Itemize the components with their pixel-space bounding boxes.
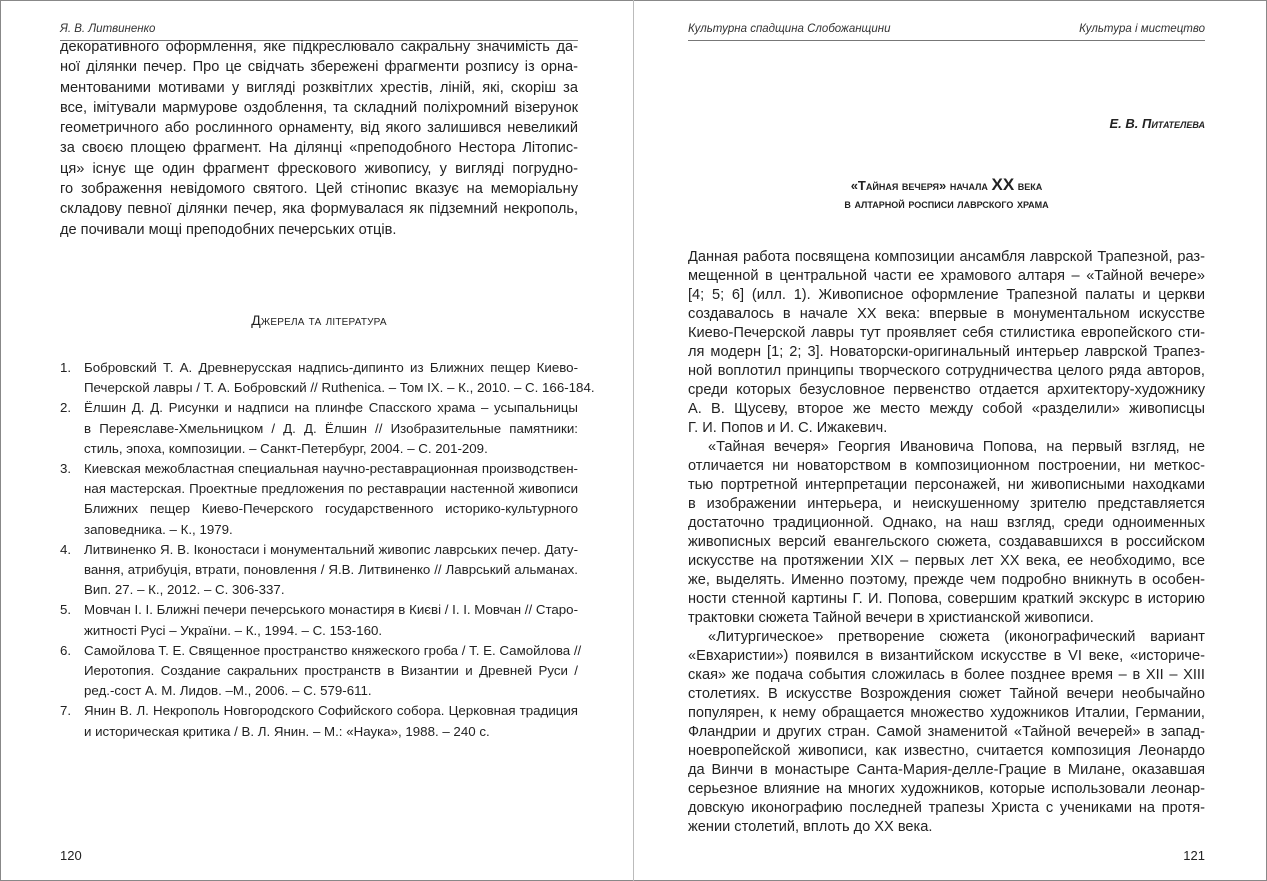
title-part: «Тайная вечеря» начала — [850, 178, 992, 193]
text-line: де почивали мощі преподобних печерських отців. — [60, 221, 397, 238]
reference-line: Вип. 27. – К., 2012. – С. 306-337. — [84, 582, 285, 598]
title-part: XX — [991, 175, 1015, 194]
reference-line: стиль, эпоха, композиции. – Санкт-Петербург, 2004. – С. 201-209. — [84, 440, 488, 456]
reference-line: Киевская межобластная специальная научно-реставрационная производствен- — [84, 461, 578, 477]
text-line: искусстве на протяжении XIX – первых лет XX века, ее необходимо, все — [688, 553, 1205, 569]
paragraph — [688, 248, 1205, 438]
text-line: «Евхаристии») появился в византийском искусстве в VI веке, «историче- — [688, 648, 1205, 664]
reference-number: 2. — [60, 400, 72, 416]
spine-divider — [633, 0, 634, 881]
reference-line: ная мастерская. Проектные предложения по реставрации настенной живописи — [84, 481, 578, 497]
reference-line: заповедника. – К., 1979. — [84, 521, 233, 537]
reference-item — [60, 398, 578, 459]
running-head-journal: Культурна спадщина Слобожанщини — [688, 23, 891, 35]
left-page — [60, 0, 595, 881]
text-line: А. В. Щусеву, второе же место между собой «разделили» живописцы — [688, 401, 1205, 417]
text-line: складову певної ділянки печер, яка формувалася як підземний некрополь, — [60, 201, 578, 218]
running-head-section: Культура і мистецтво — [1079, 23, 1205, 35]
text-line: ская» же подача события сложилась в более позднее время – в XII – XIII — [688, 667, 1205, 683]
text-line: ментованими мотивами у вигляді розквітлих хрестів, ліній, які, скоріш за — [60, 79, 578, 96]
reference-number: 6. — [60, 642, 72, 658]
right-page — [688, 0, 1205, 881]
reference-line: Литвиненко Я. В. Іконостаси і монументальний живопис лаврських печер. Дату- — [84, 541, 578, 557]
text-line: Г. И. Попов и И. С. Ижакевич. — [688, 420, 888, 436]
page-number: 121 — [1183, 848, 1205, 863]
text-line: ля модерн [1; 2; 3]. Новаторски-оригинальный интерьер лаврской Трапез- — [688, 344, 1205, 360]
text-line: Данная работа посвящена композиции ансамбля лаврской Трапезной, раз- — [688, 249, 1205, 265]
reference-line: Печерской лавры / Т. А. Бобровский // Ruthenica. – Том IX. – К., 2010. – С. 166-184. — [84, 380, 595, 396]
text-line: ної ділянки печер. Про це свідчать збережені фрагменти розпису із орна- — [60, 59, 578, 76]
paragraph — [688, 438, 1205, 628]
reference-number: 3. — [60, 461, 72, 477]
reference-line: Иеротопия. Создание сакральних пространств в Византии и Древней Руси / — [84, 663, 578, 679]
text-line: серьезное влияние на многих художников, которые использовали леонар- — [688, 781, 1205, 797]
text-line: геометричного або рослинного орнаменту, від якого залишився невеликий — [60, 120, 578, 137]
reference-line: Мовчан І. І. Ближні печери печерського монастиря в Києві / І. І. Мовчан // Старо- — [84, 602, 578, 618]
text-line: создавалось в начале XX века: впервые в монументальном искусстве — [688, 306, 1205, 322]
text-line: Фландрии и других стран. Самой знаменитой «Тайной вечерей» в запад- — [688, 724, 1205, 740]
text-line: среди которых безусловное первенство отдается архитектору-художнику — [688, 382, 1205, 398]
running-head-author: Я. В. Литвиненко — [60, 23, 156, 35]
reference-item — [60, 358, 595, 398]
text-line: отличается ни новаторством в композиционном построении, ни меткос- — [688, 458, 1205, 474]
reference-line: и историческая критика / В. Л. Янин. – М.: «Наука», 1988. – 240 с. — [84, 723, 490, 739]
reference-line: вання, атрибуція, втрати, поновлення / Я.В. Литвиненко // Лаврський альманах. — [84, 562, 578, 578]
text-line: в изображении интерьера, и неискушенному зрителю представляется — [688, 496, 1205, 512]
text-line: ной воплотил принципы творческого сотрудничества целого ряда авторов, — [688, 363, 1205, 379]
reference-number: 5. — [60, 602, 72, 618]
text-line: мещенной в центральной части ее храмового алтаря – «Тайной вечере» — [688, 268, 1205, 284]
reference-line: Бобровский Т. А. Древнерусская надпись-дипинто из Ближних пещер Киево- — [84, 360, 578, 375]
text-line: тью портретной интерпретации персонажей, ни живописными находками — [688, 477, 1205, 493]
reference-item — [60, 701, 578, 741]
reference-line: ред.-сост А. М. Лидов. –М., 2006. – С. 579-611. — [84, 683, 372, 699]
text-line: ця» існує ще один фрагмент фрескового живопису, у вигляді погрудно- — [60, 160, 578, 177]
text-line: все, імітували мармурове оздоблення, та складний поліхромний візерунок — [60, 99, 578, 116]
references-list — [60, 358, 595, 742]
reference-line: Ёлшин Д. Д. Рисунки и надписи на плинфе Спасского храма – усыпальницы — [84, 400, 578, 416]
references-heading: Джерела та література — [251, 312, 387, 328]
text-line: «Тайная вечеря» Георгия Ивановича Попова, на первый взгляд, не — [708, 439, 1205, 455]
reference-item — [60, 600, 578, 640]
article-author: Е. В. Питателева — [1109, 116, 1205, 131]
text-line: да Винчи в монастыре Санта-Мария-делле-Грацие в Милане, оказавшая — [688, 762, 1205, 778]
reference-line: Самойлова Т. Е. Священное пространство княжеского гроба / Т. Е. Самойлова // — [84, 642, 582, 658]
title-part: века — [1014, 178, 1043, 193]
text-line: ноевропейской живописи, как известно, считается композиция Леонардо — [688, 743, 1205, 759]
title-line-2: в алтарной росписи лаврского храма — [844, 196, 1049, 211]
paragraph — [688, 628, 1205, 837]
reference-line: Ближних пещер Киево-Печерского государственного историко-культурного — [84, 501, 578, 517]
reference-line: в Переяславе-Хмельницком / Д. Д. Ёлшин // Изобразительные памятники: — [84, 420, 578, 436]
text-line: живописных версий евангельского сюжета, создававшихся в российском — [688, 534, 1205, 550]
reference-line: житності Русі – України. – К., 1994. – С. 153-160. — [84, 622, 383, 638]
article-title — [688, 176, 1205, 213]
text-line: популярен, к нему обращается множество художников Италии, Германии, — [688, 705, 1205, 721]
text-line: довскую иконографию последней трапезы Христа с учениками на протя- — [688, 800, 1205, 816]
reference-line: Янин В. Л. Некрополь Новгородского Софийского собора. Церковная традиция — [84, 703, 578, 719]
reference-item — [60, 459, 578, 540]
reference-item — [60, 641, 582, 702]
text-line: декоративного оформлення, яке підкреслювало сакральну значимість да- — [60, 39, 578, 55]
text-line: трактовки сюжета Тайной вечери в христианской живописи. — [688, 610, 1094, 626]
text-line: «Литургическое» претворение сюжета (иконографический вариант — [708, 629, 1205, 645]
running-head — [688, 23, 1205, 41]
reference-number: 1. — [60, 360, 72, 375]
body-text — [60, 37, 578, 240]
text-line: го зображення невідомого святого. Цей стінопис вказує на меморіальну — [60, 181, 578, 198]
text-line: жении столетий, вплоть до XX века. — [688, 819, 933, 835]
text-line: [4; 5; 6] (илл. 1). Живописное оформление Трапезной палаты и церкви — [688, 287, 1205, 303]
text-line: Киево-Печерской лавры тут проявляет себя стилистика европейского сти- — [688, 325, 1205, 341]
reference-item — [60, 540, 578, 601]
text-line: за своєю площею фрагмент. На ділянці «преподобного Нестора Літопис- — [60, 140, 578, 157]
text-line: ности стенной картины Г. И. Попова, совершим краткий экскурс в историю — [688, 591, 1205, 607]
text-line: же, выделять. Именно поэтому, прежде чем подробно вникнуть в особен- — [688, 572, 1205, 588]
article-body — [688, 248, 1205, 837]
page-number: 120 — [60, 848, 82, 863]
reference-number: 7. — [60, 703, 72, 719]
text-line: столетиях. В искусстве Возрождения сюжет Тайной вечери необычайно — [688, 686, 1205, 702]
reference-number: 4. — [60, 541, 72, 557]
text-line: достаточно традиционной. Однако, на наш взгляд, среди одноименных — [688, 515, 1205, 531]
